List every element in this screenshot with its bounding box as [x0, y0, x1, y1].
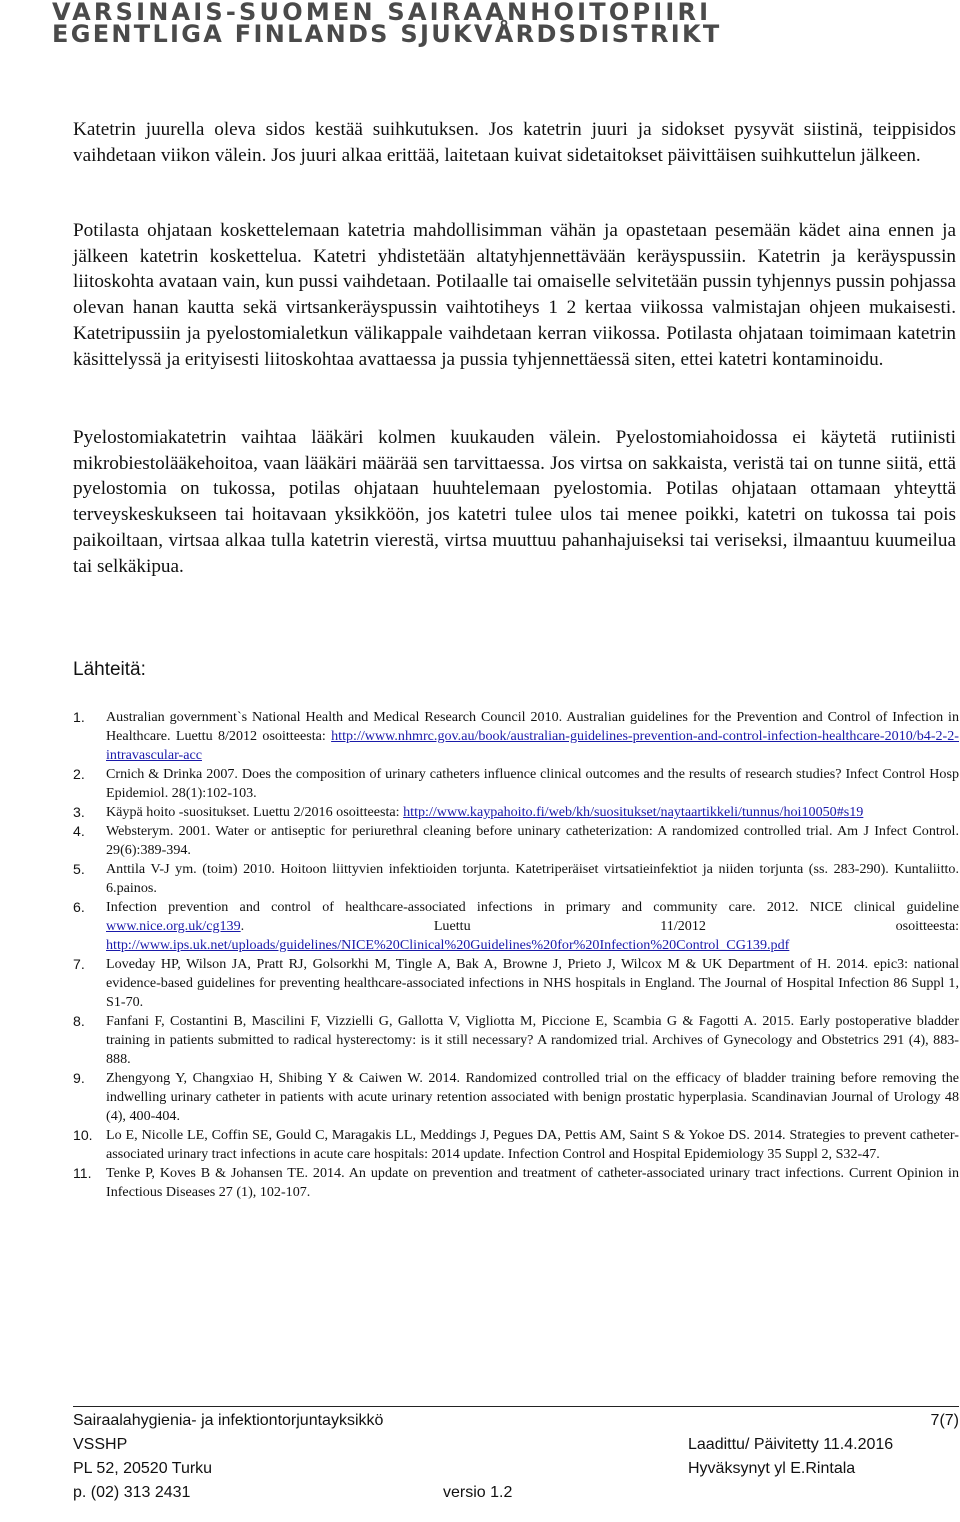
reference-number: 9. — [73, 1070, 85, 1086]
reference-number: 7. — [73, 956, 85, 972]
reference-number: 8. — [73, 1013, 85, 1029]
reference-text: Käypä hoito -suositukset. Luettu 2/2016 osoitteesta: — [106, 804, 404, 820]
reference-item — [73, 708, 959, 765]
footer-address: PL 52, 20520 Turku — [73, 1460, 213, 1477]
reference-text: Loveday HP, Wilson JA, Pratt RJ, Golsorkhi M, Tingle A, Bak A, Browne J, Prieto J, Wilcox M & UK Department of H. 2014. epic3: national evidence-based guidelines for preventing healthcare-associated infections in NHS hospitals in England. The Journal of Hospital Infection 86 Suppl 1, S1-70. — [106, 956, 959, 1010]
page-footer — [73, 1406, 959, 1517]
footer-unit: Sairaalahygienia- ja infektiontorjuntayksikkö — [73, 1412, 384, 1429]
reference-item — [73, 765, 959, 803]
reference-number: 1. — [73, 709, 85, 725]
reference-item — [73, 1126, 959, 1164]
reference-item — [73, 1012, 959, 1069]
organization-header-logo — [30, 0, 790, 52]
reference-item — [73, 822, 959, 860]
reference-link[interactable]: http://www.nhmrc.gov.au/book/australian-guidelines-prevention-and-control-infection-healthcare-2010/b4-2-2-intravascular-acc — [106, 728, 959, 763]
paragraph-dressing: Katetrin juurella oleva sidos kestää suihkutuksen. Jos katetrin juuri ja sidokset pysyvät siistinä, teippisidos vaihdetaan viikon välein. Jos juuri alkaa erittää, laitetaan kuivat sidetaitokset päivittäisen suihkuttelun jälkeen. — [73, 119, 956, 166]
reference-item — [73, 803, 959, 822]
reference-number: 6. — [73, 899, 85, 915]
reference-text: Lo E, Nicolle LE, Coffin SE, Gould C, Maragakis LL, Meddings J, Pegues DA, Pettis AM, Saint S & Yokoe DS. 2014. Strategies to prevent catheter-associated urinary tract infections in acute care hospitals: 2014 update. Infection Control and Hospital Epidemiology 35 Suppl 2, S32-47. — [106, 1127, 959, 1162]
reference-number: 5. — [73, 861, 85, 877]
reference-item — [73, 955, 959, 1012]
reference-text: Australian government`s National Health and Medical Research Council 2010. Australian guidelines for the Prevention and Control of Infection in Healthcare. Luettu 8/2012 osoitteesta: — [106, 709, 959, 744]
reference-text: Anttila V-J ym. (toim) 2010. Hoitoon liittyvien infektioiden torjunta. Katetriperäiset virtsatieinfektiot ja niiden torjunta (ss. 283-290). Kuntaliitto. 6.painos. — [106, 861, 959, 896]
reference-text: Tenke P, Koves B & Johansen TE. 2014. An update on prevention and treatment of catheter-associated urinary tract infections. Current Opinion in Infectious Diseases 27 (1), 102-107. — [106, 1165, 959, 1200]
reference-text: Infection prevention and control of healthcare-associated infections in primary and community care. 2012. NICE clinical guideline — [106, 899, 959, 915]
reference-text: Websterym. 2001. Water or antiseptic for periurethral cleaning before uninary catheterization: A randomized controlled trial. Am J Infect Control. 29(6):389-394. — [106, 823, 959, 858]
reference-number: 4. — [73, 823, 85, 839]
reference-text: Zhengyong Y, Changxiao H, Shibing Y & Caiwen W. 2014. Randomized controlled trial on the efficacy of bladder training before removing the indwelling urinary catheter in patients with acute urinary retention associated with benign prostatic hyperplasia. Scandinavian Journal of Urology 48 (4), 400-404. — [106, 1070, 959, 1124]
header-line-swedish: EGENTLIGA FINLANDS SJUKVÅRDSDISTRIKT — [52, 20, 722, 48]
paragraph-replacement: Pyelostomiakatetrin vaihtaa lääkäri kolmen kuukauden välein. Pyelostomiahoidossa ei käytetä rutiinisti mikrobiestolääkehoitoa, vaan lääkäri määrää sen tarvittaessa. Jos virtsa on sakkaista, veristä tai on tunne siitä, että pyelostomia on tukossa, potilas ohjataan huuhtelemaan pyelostomia. Potilas ohjataan ottamaan yhteyttä terveyskeskukseen tai hoitavaan yksikköön, jos katetri tulee ulos tai menee poikki, katetri on tukossa tai pois paikoiltaan, virtsaa alkaa tulla katetrin vierestä, virtsa muuttuu pahanhajuiseksi tai veriseksi, ilmaantuu kuumeilua tai selkäkipua. — [73, 427, 956, 577]
reference-link[interactable]: http://www.kaypahoito.fi/web/kh/suositukset/naytaartikkeli/tunnus/hoi10050#s19 — [403, 804, 864, 820]
reference-text-tail: . Luettu 11/2012 osoitteesta: — [240, 918, 959, 934]
footer-version: versio 1.2 — [443, 1484, 513, 1501]
reference-list — [73, 708, 959, 1202]
reference-item — [73, 898, 959, 955]
reference-text: Crnich & Drinka 2007. Does the composition of urinary catheters influence clinical outcomes and the results of research studies? Infect Control Hosp Epidemiol. 28(1):102-103. — [106, 766, 959, 801]
reference-link[interactable]: www.nice.org.uk/cg139 — [106, 918, 241, 934]
reference-item — [73, 860, 959, 898]
reference-number: 2. — [73, 766, 85, 782]
reference-number: 10. — [73, 1127, 93, 1143]
reference-item — [73, 1164, 959, 1202]
reference-text: Fanfani F, Costantini B, Mascilini F, Vizzielli G, Gallotta V, Vigliotta M, Piccione E, Scambia G & Fagotti A. 2015. Early postoperative bladder training in patients submitted to radical hysterectomy: is it still necessary? A randomized trial. Archives of Gynecology and Obstetrics 291 (4), 883-888. — [106, 1013, 959, 1067]
footer-page-number: 7(7) — [930, 1412, 959, 1429]
reference-link[interactable]: http://www.ips.uk.net/uploads/guidelines/NICE%20Clinical%20Guidelines%20for%20Infection%20Control_CG139.pdf — [106, 937, 790, 953]
paragraph-handling: Potilasta ohjataan koskettelemaan katetria mahdollisimman vähän ja opastetaan pesemään kädet aina ennen ja jälkeen katetrin koskettelua. Katetri yhdistetään altatyhjennettävään keräyspussiin. Katetrin ja keräyspussin liitoskohta avataan vain, kun pussi vaihdetaan. Potilaalle tai omaiselle selvitetään pussin tyhjennys pussin pohjassa olevan hanan kautta sekä virtsankeräyspussin vaihtotiheys 1 2 kertaa viikossa valmistajan ohjeen mukaisesti. Katetripussiin ja pyelostomialetkun välikappale vaihdetaan kerran viikossa. Potilasta ohjataan toimimaan katetrin käsittelyssä ja erityisesti liitoskohtaa avattaessa ja pussia tyhjennettäessä siten, ettei katetri kontaminoidu. — [73, 220, 956, 370]
reference-number: 11. — [73, 1165, 92, 1181]
header-line-finnish: VARSINAIS-SUOMEN SAIRAANHOITOPIIRI — [52, 0, 712, 26]
footer-phone: p. (02) 313 2431 — [73, 1484, 191, 1501]
footer-updated: Laadittu/ Päivitetty 11.4.2016 — [688, 1436, 894, 1453]
reference-item — [73, 1069, 959, 1126]
reference-number: 3. — [73, 804, 85, 820]
footer-org: VSSHP — [73, 1436, 128, 1453]
sources-heading: Lähteitä: — [73, 659, 146, 680]
footer-approved: Hyväksynyt yl E.Rintala — [688, 1460, 856, 1477]
